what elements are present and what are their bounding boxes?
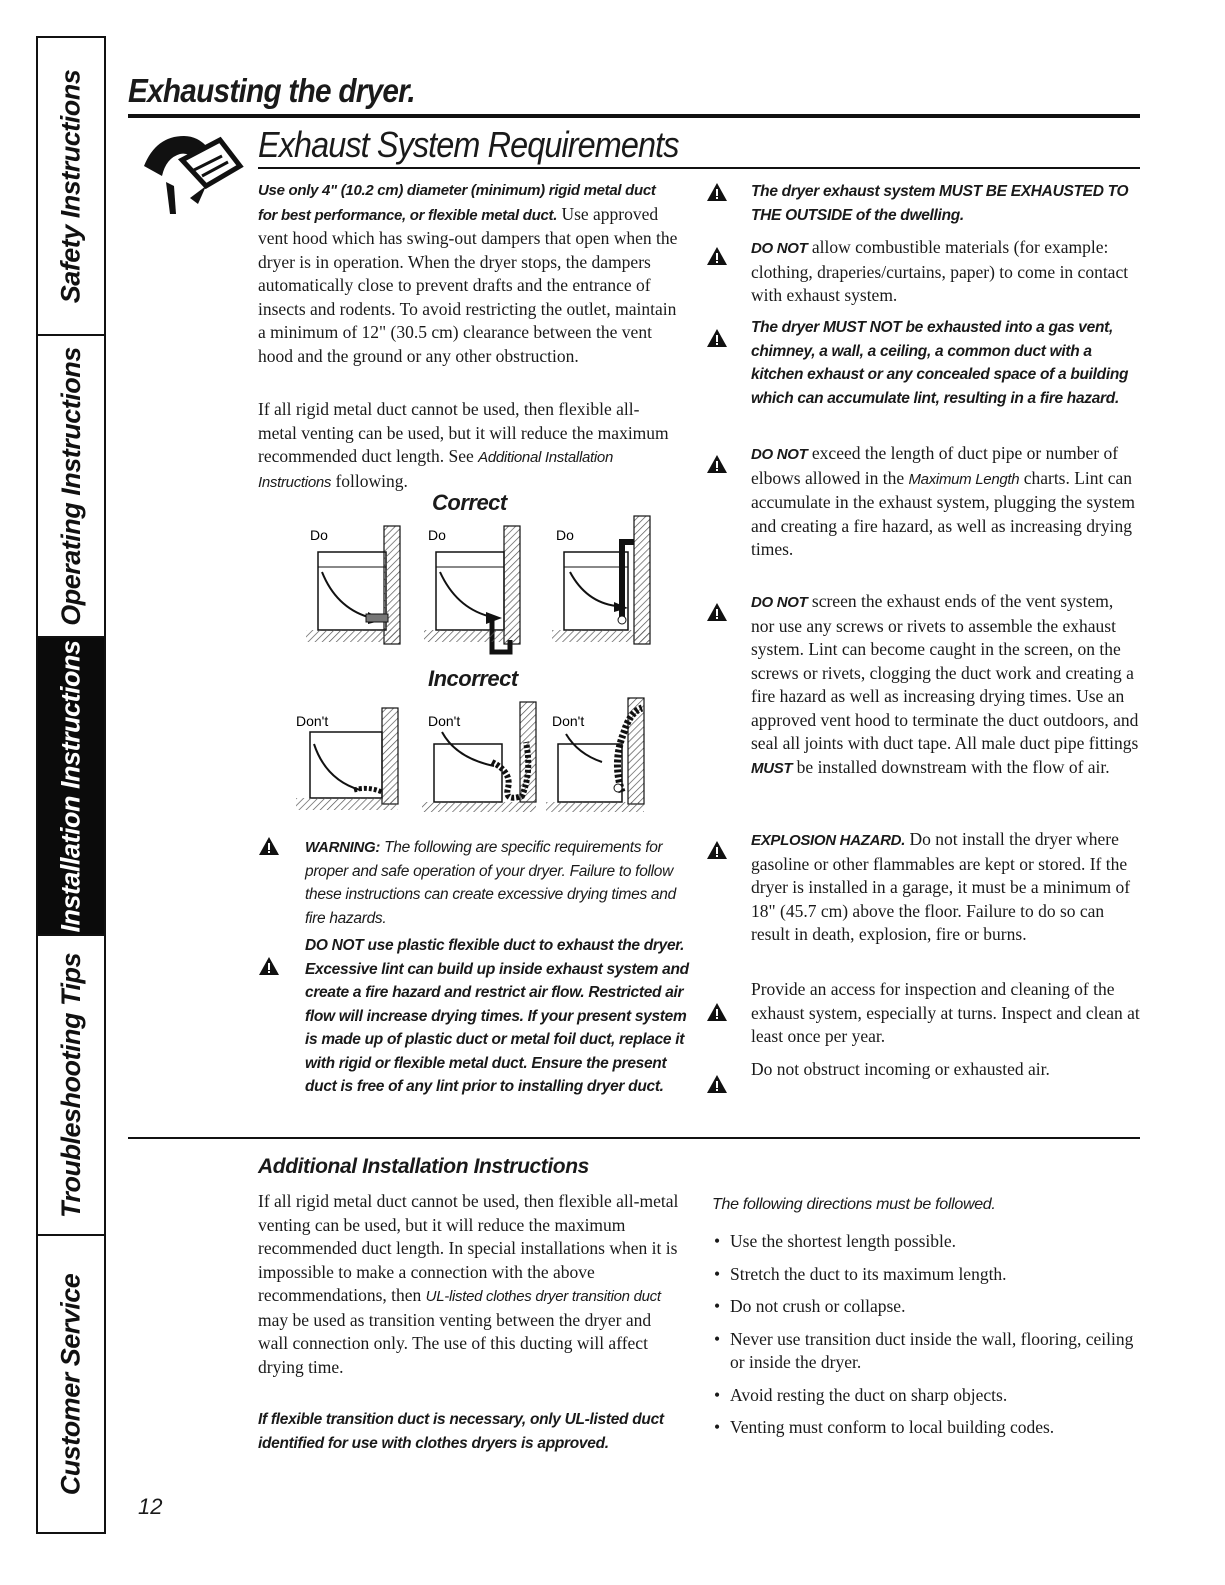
- tab-installation-instructions[interactable]: [38, 638, 104, 936]
- correct-installation-diagram: [296, 512, 666, 660]
- gas-vent-warning: [706, 316, 1140, 410]
- obstruct-air-text: Do not obstruct incoming or exhausted air.: [751, 1059, 1050, 1079]
- dont-label-3: Don't: [552, 713, 585, 729]
- must-emphasis: MUST: [751, 759, 793, 777]
- do-label-1: Do: [310, 527, 328, 543]
- plastic-warning-text: DO NOT use plastic flexible duct to exhaust the dryer. Excessive lint can build up inside exhaust system and create a fire hazard and restrict air flow. Restricted air flow will increase drying times. If your present system is made up of plastic duct or metal foil duct, replace it with rigid or flexible metal duct. Ensure the present duct is free of any lint prior to installing dryer duct.: [305, 937, 689, 1095]
- additional-text: If all rigid metal duct cannot be used, then flexible all-metal venting can be used, but it will reduce the maximum recommended duct length. In special installations when it is impossible to make a connection with the above recommendations, then: [258, 1191, 679, 1305]
- dryer-diagram-2: [424, 526, 520, 652]
- list-item: • Venting must conform to local building codes.: [712, 1416, 1138, 1440]
- maximum-length-reference: Maximum Length: [908, 470, 1020, 488]
- do-not-lead: DO NOT: [751, 594, 808, 611]
- dont-label-2: Don't: [428, 713, 461, 729]
- additional-instructions-reference: Additional Installation Instructions: [258, 449, 614, 491]
- incorrect-installation-diagram: [282, 692, 672, 814]
- warning-triangle-icon: [706, 1074, 728, 1094]
- warning-triangle-icon: [706, 840, 728, 860]
- additional-text-cont: may be used as transition venting between the dryer and wall connection only. The use of this ducting will affect drying time.: [258, 1309, 652, 1377]
- warning-triangle-icon: [706, 246, 728, 266]
- explosion-hazard-lead: EXPLOSION HAZARD.: [751, 832, 906, 849]
- directions-list: [712, 1230, 1138, 1449]
- do-label-2: Do: [428, 527, 446, 543]
- tab-label: Installation Instructions: [55, 639, 86, 933]
- tab-operating-instructions[interactable]: [38, 336, 104, 638]
- list-item: • Avoid resting the duct on sharp objects.: [712, 1384, 1138, 1408]
- exhaust-outside-text: The dryer exhaust system MUST BE EXHAUSTED TO THE OUTSIDE of the dwelling.: [751, 183, 1129, 224]
- duct-length-warning: [706, 442, 1140, 562]
- intro-text: Use approved vent hood which has swing-out dampers that open when the dryer is in operation. When the dryer stops, the dampers automatically close to prevent drafts and the entrance of insects and rodents. To avoid restricting the outlet, maintain a minimum of 12" (30.5 cm) clearance between the vent hood and the ground or any other obstruction.: [258, 203, 678, 366]
- obstruct-air-warning: [706, 1058, 1140, 1082]
- warning-triangle-icon: [706, 1002, 728, 1022]
- explosion-hazard-text-block: [751, 828, 1140, 947]
- section-divider: [128, 1137, 1140, 1139]
- duct-length-text-cont: charts. Lint can accumulate in the exhaust system, plugging the system and creating a fire hazard, as well as increasing drying times.: [751, 467, 1135, 559]
- flexible-venting-paragraph: [258, 398, 678, 494]
- tab-safety-instructions[interactable]: [38, 38, 104, 336]
- warning-triangle-icon: [706, 182, 728, 202]
- dont-label-1: Don't: [296, 713, 329, 729]
- list-item: • Never use transition duct inside the wall, flooring, ceiling or inside the dryer.: [712, 1328, 1138, 1375]
- screen-exhaust-warning: [706, 590, 1140, 780]
- intro-bold: Use only 4" (10.2 cm) diameter (minimum) rigid metal duct for best performance, or flexible metal duct.: [258, 182, 656, 224]
- additional-instructions-paragraph: [258, 1190, 680, 1379]
- plastic-duct-warning: [258, 934, 690, 1099]
- duct-length-text-block: [751, 442, 1140, 562]
- warning-triangle-icon: [258, 956, 280, 976]
- warning-lead: WARNING:: [305, 839, 381, 856]
- list-item: • Use the shortest length possible.: [712, 1230, 1138, 1254]
- additional-instructions-title: Additional Installation Instructions: [258, 1155, 589, 1178]
- exhaust-outside-warning: [706, 180, 1140, 227]
- para-tail: following.: [335, 470, 408, 491]
- do-label-3: Do: [556, 527, 574, 543]
- correct-label: Correct: [432, 490, 507, 515]
- inspection-warning: [706, 978, 1140, 1049]
- page-title: Exhausting the dryer.: [128, 72, 415, 109]
- warning-triangle-icon: [258, 836, 280, 856]
- warning-notice: [258, 836, 690, 930]
- do-not-lead: DO NOT: [751, 240, 808, 257]
- incorrect-label: Incorrect: [428, 666, 518, 691]
- page-number: 12: [138, 1494, 163, 1519]
- subtitle-rule: [258, 167, 1140, 169]
- do-not-lead: DO NOT: [751, 446, 808, 463]
- transition-duct-term: UL-listed clothes dryer transition duct: [425, 1288, 661, 1305]
- screen-exhaust-text-cont: be installed downstream with the flow of air.: [796, 756, 1110, 777]
- dryer-diagram-1: [306, 526, 400, 644]
- warning-triangle-icon: [706, 328, 728, 348]
- intro-paragraph: [258, 178, 678, 368]
- tab-label: Customer Service: [55, 1273, 86, 1495]
- para-text: If all rigid metal duct cannot be used, then flexible all-metal venting can be used, but it will reduce the maximum recommended duct length. See: [258, 399, 669, 466]
- explosion-hazard-text: Do not install the dryer where gasoline or other flammables are kept or stored. If the dryer is installed in a garage, it must be a minimum of 18" (45.7 cm) above the floor. Failure to do so can result in death, explosion, fire or burns.: [751, 829, 1131, 944]
- flexible-transition-note: If flexible transition duct is necessary, only UL-listed duct identified for use with clothes dryers is approved.: [258, 1411, 664, 1452]
- list-item: • Stretch the duct to its maximum length.: [712, 1263, 1138, 1287]
- gas-vent-text: The dryer MUST NOT be exhausted into a gas vent, chimney, a wall, a ceiling, a common duct with a kitchen exhaust or any concealed space of a building which can accumulate lint, resulting in a fire hazard.: [751, 319, 1129, 407]
- combustible-materials-warning: [706, 236, 1140, 308]
- inspection-text: Provide an access for inspection and cleaning of the exhaust system, especially at turns. Inspect and clean at least once per year.: [751, 979, 1140, 1046]
- tab-label: Safety Instructions: [55, 69, 86, 303]
- warning-text: The following are specific requirements for proper and safe operation of your dryer. Failure to follow these instructions can create excessive drying times and fire hazards.: [305, 839, 676, 927]
- section-tab-strip: [36, 36, 106, 1534]
- tab-label: Operating Instructions: [55, 346, 86, 626]
- directions-intro: The following directions must be followed.: [712, 1196, 996, 1213]
- duct-length-text: exceed the length of duct pipe or number of elbows allowed in the: [751, 443, 1119, 488]
- warning-triangle-icon: [706, 602, 728, 622]
- screen-exhaust-text: screen the exhaust ends of the vent system, nor use any screws or rivets to assemble the exhaust system. Lint can become caught in the screen, on the screws or rivets, clogging the duct work and creating a fire hazard as well as increasing drying times. Use an approved vent hood to terminate the duct outdoors, and seal all joints with duct tape. All male duct pipe fittings: [751, 591, 1139, 753]
- title-rule: [128, 114, 1140, 118]
- warning-text-block: [305, 836, 690, 930]
- explosion-hazard-warning: [706, 828, 1140, 947]
- tab-customer-service[interactable]: [38, 1236, 104, 1532]
- screen-exhaust-text-block: [751, 590, 1140, 780]
- combustible-text-block: [751, 236, 1140, 308]
- tab-troubleshooting-tips[interactable]: [38, 936, 104, 1236]
- section-subtitle: Exhaust System Requirements: [258, 124, 679, 165]
- tab-label: Troubleshooting Tips: [55, 952, 86, 1218]
- exhaust-duct-icon: [136, 126, 248, 218]
- warning-triangle-icon: [706, 454, 728, 474]
- combustible-text: allow combustible materials (for example: clothing, draperies/curtains, paper) to come in contact with exhaust system.: [751, 237, 1129, 305]
- list-item: • Do not crush or collapse.: [712, 1295, 1138, 1319]
